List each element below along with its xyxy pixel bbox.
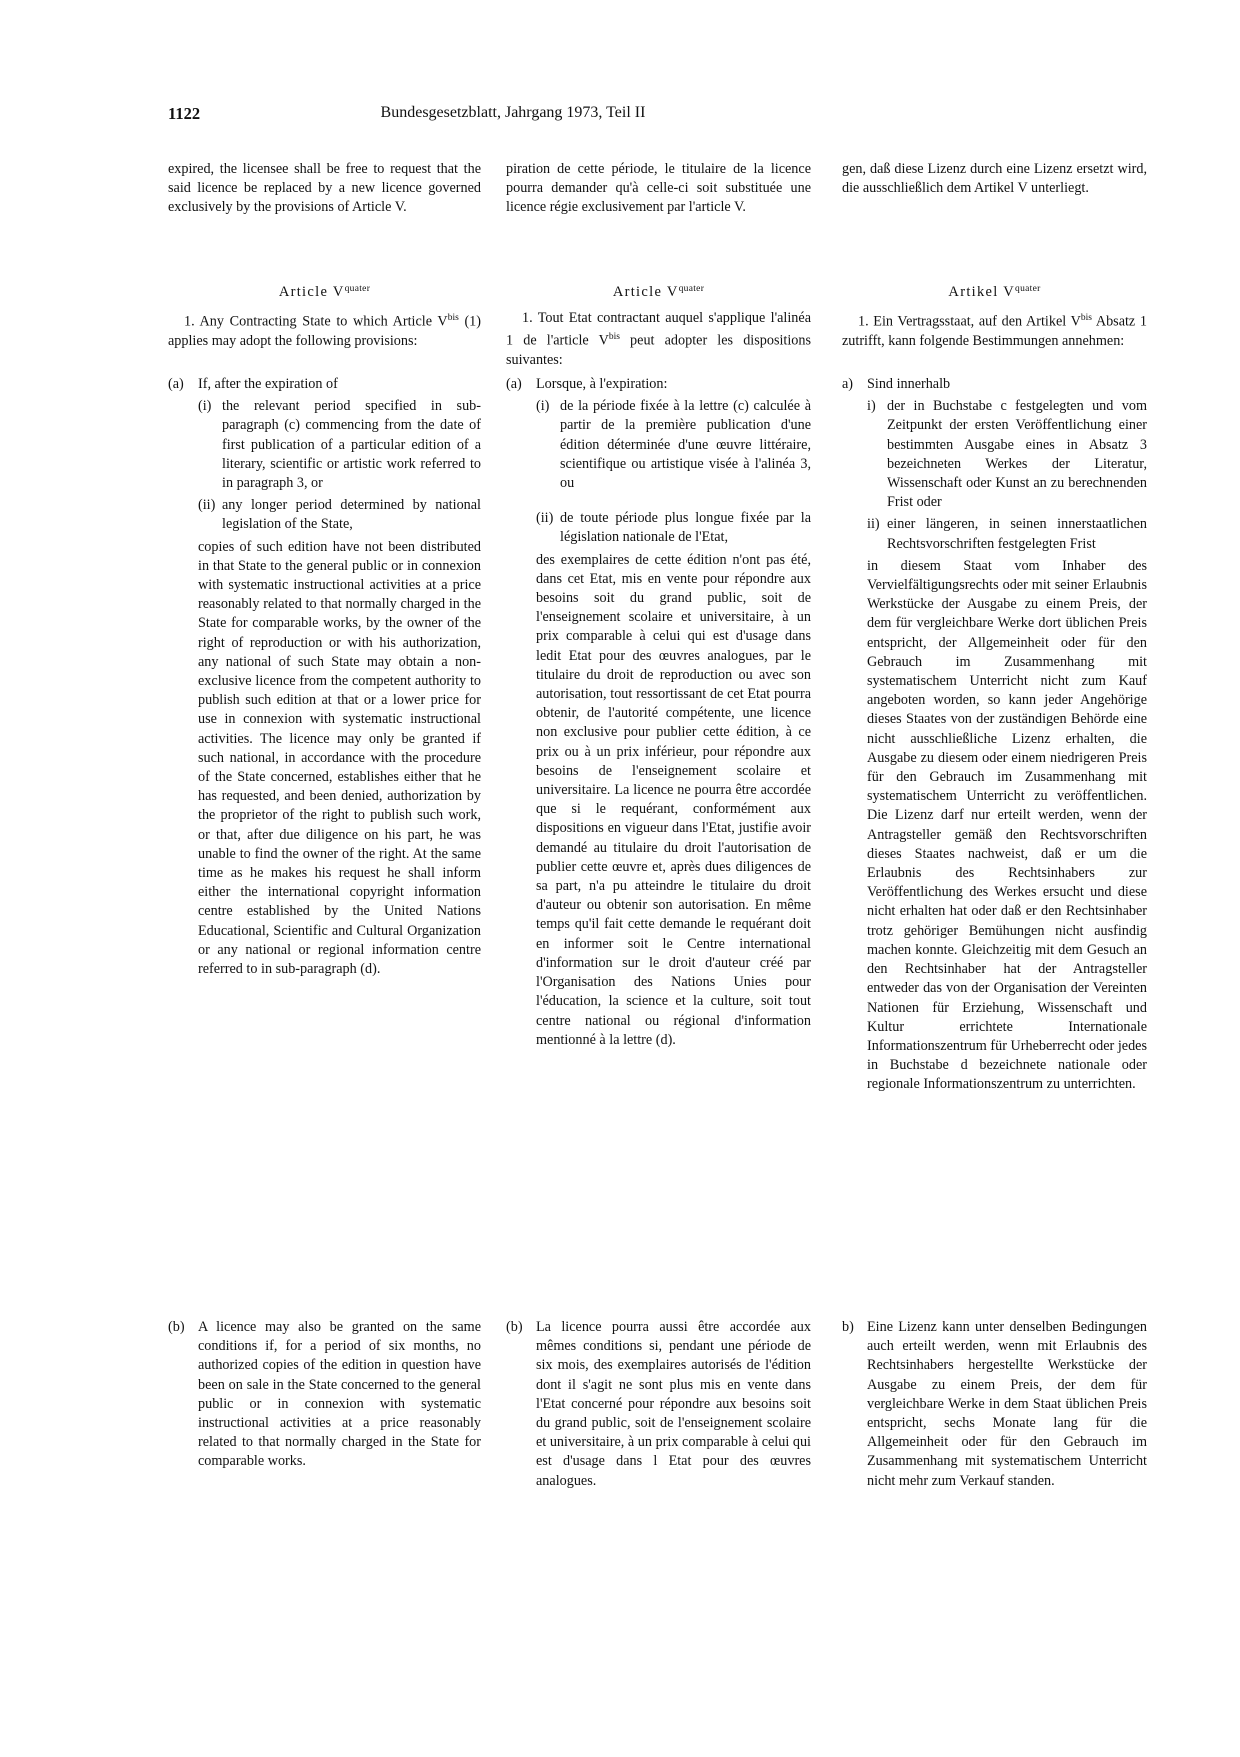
item-ii: ii) einer längeren, in seinen innerstaatlichen Rechtsvorschriften festgelegten Frist xyxy=(867,516,1147,552)
page-header xyxy=(168,104,858,126)
paragraph-1: 1. Tout Etat contractant auquel s'applique l'alinéa 1 de l'article $V^{bis}$ peut adopter les dispositions suivantes: xyxy=(506,310,811,369)
subparagraph-a-continuation: des exemplaires de cette édition n'ont pas été, dans cet Etat, mis en vente pour répondre aux besoins soit du grand public, soit de l'enseignement scolaire et universitaire, à un prix comparable à celui qui est d'usage dans ledit Etat pour des œuvres analogues, par le titulaire du droit de reproduction ou avec son autorisation, tout ressortissant de cet Etat pourra obtenir, de l'autorité compétente, une licence non exclusive pour publier cette édition, à ce prix ou à un prix inférieur, pour répondre aux besoins de l'enseignement scolaire et universitaire. La licence ne pourra être accordée que si le requérant, conformément aux dispositions en vigueur dans l'Etat, justifie avoir demandé au titulaire du droit l'autorisation de publier cette œuvre et, après dues diligences de sa part, n'a pu atteindre le titulaire du droit d'auteur ou obtenir son autorisation. En même temps qu'il fait cette demande le requérant doit en informer soit le Centre international d'information sur le droit d'auteur créé par l'Organisation des Nations Unies pour l'éducation, la science et la culture, soit tout centre national ou régional d'information mentionné à la lettre (d). xyxy=(536,551,811,1048)
item-ii: (ii) any longer period determined by national legislation of the State, xyxy=(198,497,481,533)
item-i: i) der in Buchstabe c festgelegten und vom Zeitpunkt der ersten Veröffentlichung einer bestimmten Ausgabe eines in Absatz 3 bezeichneten Werkes der Literatur, Wissenschaft oder Kunst an zu berechnenden Frist oder xyxy=(867,398,1147,511)
running-title: Bundesgesetzblatt, Jahrgang 1973, Teil II xyxy=(380,104,646,121)
carryover-text: piration de cette période, le titulaire de la licence pourra demander qu'à celle-ci soit substituée une licence régie exclusivement par l'article V. xyxy=(506,161,811,216)
subparagraph-a: a) Sind innerhalb i) der in Buchstabe c festgelegten und vom Zeitpunkt der ersten Veröffentlichung einer bestimmten Ausgabe eines in Absatz 3 bezeichneten Werkes der Literatur, Wissenschaft oder Kunst an zu berechnenden Frist oder ii) einer längeren, in seinen innerstaatlichen Rechtsvorschriften festgelegten Frist in diesem Staat vom Inhaber des Vervielfältigungsrechts oder mit seiner Erlaubnis Werkstücke der Ausgabe zu einem Preis, der dem für vergleichbare Werke dort üblichen Preis entspricht, der Allgemeinheit oder für den Gebrauch im Zusammenhang mit systematischem Unterricht nicht zum Kauf angeboten worden, so kann jeder Angehörige dieses Staates von der zuständigen Behörde eine nicht ausschließliche Lizenz erhalten, die Ausgabe zu diesem oder einem niedrigeren Preis für den Gebrauch im Zusammenhang mit systematischem Unterricht zu veröffentlichen. Die Lizenz darf nur erteilt werden, wenn der Antragsteller gemäß den Rechtsvorschriften dieses Staates nachweist, daß er um die Erlaubnis des Rechtsinhabers zur Veröffentlichung des Werkes ersucht und diese nicht erhalten hat oder daß er den Rechtsinhaber trotz gehöriger Bemühungen nicht ausfindig machen konnte. Gleichzeitig mit dem Gesuch an den Rechtsinhaber hat der Antragsteller entweder das von der Organisation der Vereinten Nationen für Erziehung, Wissenschaft und Kultur errichtete Internationale Informationszentrum für Urheberrecht oder jedes in Buchstabe d bezeichnete nationale oder regionale Informationszentrum zu unterrichten. xyxy=(842,375,1147,1095)
subparagraph-b: b) Eine Lizenz kann unter denselben Bedingungen auch erteilt werden, wenn mit Erlaubnis des Rechtsinhabers hergestellte Werkstücke der Ausgabe zu einem Preis, der dem für vergleichbare Werke in dem Staat üblichen Preis entspricht, sechs Monate lang für die Allgemeinheit oder für den Gebrauch im Zusammenhang mit systematischem Unterricht nicht mehr zum Verkauf standen. xyxy=(842,1319,1147,1489)
item-i: (i) the relevant period specified in sub-paragraph (c) commencing from the date of first publication of a particular edition of a literary, scientific or artistic work referred to in paragraph 3, or xyxy=(198,398,481,492)
subparagraph-a-continuation: copies of such edition have not been distributed in that State to the general public or in connexion with systematic instructional activities at a price reasonably related to that normally charged in the State for comparable works, by the owner of the right of reproduction or with his authorization, any national of such State may obtain a non-exclusive licence from the competent authority to publish such edition at that or a lower price for use in connexion with systematic instructional activities. The licence may only be granted if such national, in accordance with the procedure of the State concerned, establishes either that he has requested, and been denied, authorization by the proprietor of the right to publish such work, or that, after due diligence on his part, he was unable to find the owner of the right. At the same time as he makes his request he shall inform either the international copyright information centre established by the United Nations Educational, Scientific and Cultural Organization or any national or regional information centre referred to in sub-paragraph (d). xyxy=(198,538,481,978)
subparagraph-b: (b) La licence pourra aussi être accordée aux mêmes conditions si, pendant une période de six mois, des exemplaires autorisés de l'édition dont il s'agit ne sont plus mis en vente dans l'Etat concerné pour répondre aux besoins soit du grand public, soit de l'enseignement scolaire et universitaire, à un prix comparable à celui qui est d'usage dans l Etat pour des œuvres analogues. xyxy=(506,1319,811,1489)
subparagraph-a: (a) If, after the expiration of (i) the relevant period specified in sub-paragraph (c) commencing from the date of first publication of a particular edition of a literary, scientific or artistic work referred to in paragraph 3, or (ii) any longer period determined by national legislation of the State, copies of such edition have not been distributed in that State to the general public or in connexion with systematic instructional activities at a price reasonably related to that normally charged in the State for comparable works, by the owner of the right of reproduction or with his authorization, any national of such State may obtain a non-exclusive licence from the competent authority to publish such edition at that or a lower price for use in connexion with systematic instructional activities. The licence may only be granted if such national, in accordance with the procedure of the State concerned, establishes either that he has requested, and been denied, authorization by the proprietor of the right to publish such work, or that, after due diligence on his part, he was unable to find the owner of the right. At the same time as he makes his request he shall inform either the international copyright information centre established by the United Nations Educational, Scientific and Cultural Organization or any national or regional information centre referred to in sub-paragraph (d). xyxy=(168,375,481,979)
article-heading: Article $V^{quater}$ xyxy=(278,284,371,300)
carryover-text: expired, the licensee shall be free to request that the said licence be replaced by a new licence governed exclusively by the provisions of Article V. xyxy=(168,161,481,216)
subparagraph-a: (a) Lorsque, à l'expiration: (i) de la période fixée à la lettre (c) calculée à partir de la première publication d'une édition déterminée d'une œuvre littéraire, scientifique ou artistique visée à l'alinéa 3, ou (ii) de toute période plus longue fixée par la législation nationale de l'Etat, des exemplaires de cette édition n'ont pas été, dans cet Etat, mis en vente pour répondre aux besoins soit du grand public, soit de l'enseignement scolaire et universitaire, à un prix comparable à celui qui est d'usage dans ledit Etat pour des œuvres analogues, par le titulaire du droit de reproduction ou avec son autorisation, tout ressortissant de cet Etat pourra obtenir, de l'autorité compétente, une licence non exclusive pour publier cette édition, à ce prix ou à un prix inférieur, pour répondre aux besoins de l'enseignement scolaire et universitaire. La licence ne pourra être accordée que si le requérant, conformément aux dispositions en vigueur dans l'Etat, justifie avoir demandé au titulaire du droit l'autorisation de publier cette œuvre et, après dues diligences de sa part, n'a pu atteindre le titulaire du droit d'auteur ou obtenir son autorisation. En même temps qu'il fait cette demande le requérant doit en informer soit le Centre international d'information sur le droit d'auteur créé par l'Organisation des Nations Unies pour l'éducation, la science et la culture, soit tout centre national ou régional d'information mentionné à la lettre (d). xyxy=(506,375,811,1050)
subparagraph-a-continuation: in diesem Staat vom Inhaber des Vervielfältigungsrechts oder mit seiner Erlaubnis Werkstücke der Ausgabe zu einem Preis, der dem für vergleichbare Werke dort üblichen Preis entspricht, der Allgemeinheit oder für den Gebrauch im Zusammenhang mit systematischem Unterricht nicht zum Kauf angeboten worden, so kann jeder Angehörige dieses Staates von der zuständigen Behörde eine nicht ausschließliche Lizenz erhalten, die Ausgabe zu diesem oder einem niedrigeren Preis für den Gebrauch im Zusammenhang mit systematischem Unterricht zu veröffentlichen. Die Lizenz darf nur erteilt werden, wenn der Antragsteller gemäß den Rechtsvorschriften dieses Staates nachweist, daß er um die Erlaubnis des Rechtsinhabers zur Veröffentlichung des Werkes ersucht und diese nicht erhalten hat oder daß er den Rechtsinhaber trotz gehöriger Bemühungen nicht ausfindig machen konnte. Gleichzeitig mit dem Gesuch an den Rechtsinhaber hat der Antragsteller entweder das von der Organisation der Vereinten Nationen für Erziehung, Wissenschaft und Kultur errichtete Internationale Informationszentrum für Urheberrecht oder jedes in Buchstabe d bezeichnete nationale oder regionale Informationszentrum zu unterrichten. xyxy=(867,557,1147,1093)
item-ii: (ii) de toute période plus longue fixée par la législation nationale de l'Etat, xyxy=(536,510,811,546)
item-i: (i) de la période fixée à la lettre (c) calculée à partir de la première publication d'une édition déterminée d'une œuvre littéraire, scientifique ou artistique visée à l'alinéa 3, ou xyxy=(536,398,811,492)
article-heading: Article $V^{quater}$ xyxy=(612,284,705,300)
subparagraph-b: (b) A licence may also be granted on the same conditions if, for a period of six months, no authorized copies of the edition in question have been on sale in the State concerned to the general public or in connexion with systematic instructional activities at a price reasonably related to that normally charged in the State for comparable works. xyxy=(168,1319,481,1470)
carryover-text: gen, daß diese Lizenz durch eine Lizenz ersetzt wird, die ausschließlich dem Artikel V unterliegt. xyxy=(842,161,1147,197)
article-heading: Artikel $V^{quater}$ xyxy=(948,284,1041,300)
page-number: 1122 xyxy=(168,104,201,123)
paragraph-1: 1. Ein Vertragsstaat, auf den Artikel $V^{bis}$ Absatz 1 zutrifft, kann folgende Bestimmungen annehmen: xyxy=(842,313,1147,349)
paragraph-1: 1. Any Contracting State to which Article $V^{bis}$ (1) applies may adopt the following provisions: xyxy=(168,313,481,349)
marker-a: (a) xyxy=(168,376,184,392)
